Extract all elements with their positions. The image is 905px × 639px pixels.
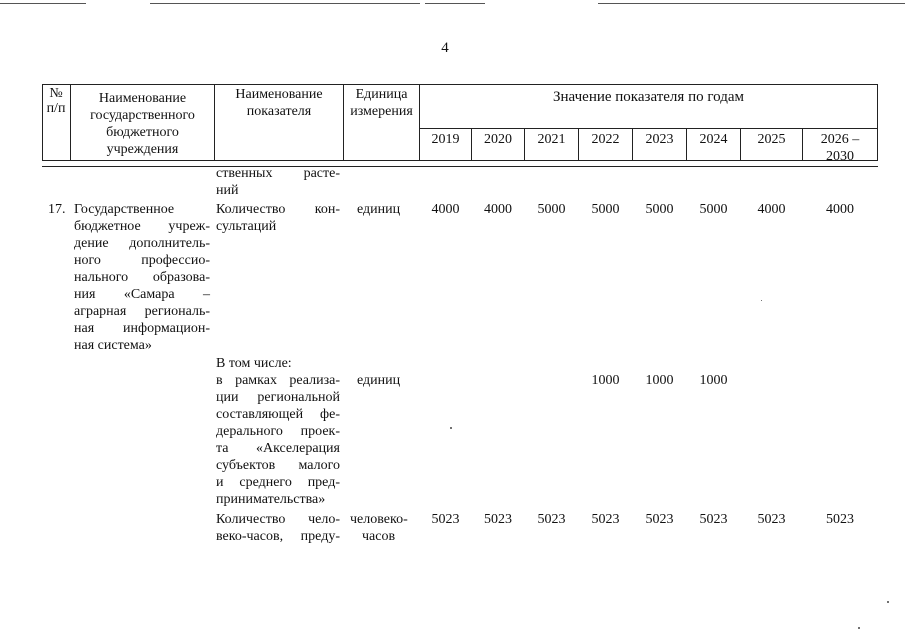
value-cell: 5023 [757,512,786,527]
header-unit-line: Единица [355,87,408,102]
institution-line: Государственное [74,202,175,217]
scan-speck [858,627,860,629]
value-cell: 4000 [431,202,460,217]
institution-line: ная система» [74,338,152,353]
header-values-title: Значение показателя по годам [553,89,744,105]
indicator-line: В том числе: [216,356,292,371]
value-cell: 4000 [484,202,512,217]
header-year: 2025 [757,132,786,147]
header-institution-line: государственного [90,108,195,123]
indicator-line: принимательства» [216,492,326,507]
value-cell: 5023 [699,512,728,527]
indicator-line: субъектов малого [216,458,340,473]
institution-line: аграрная региональ- [74,304,210,319]
value-cell: 5023 [591,512,620,527]
header-double-rule [42,166,878,167]
header-year: 2023 [645,132,674,147]
header-year: 2026 – 2030 [820,132,860,164]
unit-cell: единиц [357,373,401,388]
indicator-line: составляющей фе- [216,407,340,422]
header-institution-line: учреждения [106,142,179,157]
header-bottom-border [42,160,878,161]
indicator-line: и среднего пред- [216,475,340,490]
institution-line: ния «Самара – [74,287,210,302]
header-year: 2022 [591,132,620,147]
header-year: 2021 [537,132,566,147]
header-indicator-line: Наименование [235,87,323,102]
indicator-line: ции региональной [216,390,340,405]
institution-line: нального образова- [74,270,210,285]
scan-speck [887,601,889,603]
col-border [877,84,878,160]
value-cell: 4000 [826,202,854,217]
unit-cell: часов [362,529,396,544]
header-year: 2024 [699,132,728,147]
value-cell: 1000 [699,373,728,388]
indicator-line: сультаций [216,219,277,234]
unit-cell: единиц [357,202,401,217]
value-cell: 4000 [757,202,786,217]
institution-line: дение дополнитель- [74,236,210,251]
header-col-number: № п/п [46,86,66,116]
indicator-line: та «Акселерация [216,441,340,456]
row-number: 17. [48,202,66,217]
value-cell: 5023 [484,512,512,527]
value-cell: 5000 [645,202,674,217]
value-cell: 1000 [591,373,620,388]
header-institution-line: Наименование [98,91,187,106]
scan-speck [450,427,452,429]
table-top-border [42,84,878,85]
header-unit-line: измерения [350,104,413,119]
value-cell: 5000 [537,202,566,217]
scan-speck [761,300,762,301]
institution-line: ного профессио- [74,253,210,268]
header-indicator-line: показателя [246,104,312,119]
institution-line: бюджетное учреж- [74,219,210,234]
value-cell: 5000 [591,202,620,217]
value-cell: 5023 [826,512,854,527]
institution-line: ная информацион- [74,321,210,336]
value-cell: 5023 [431,512,460,527]
indicator-line: дерального проек- [216,424,340,439]
indicator-continuation-line: ственных расте- [216,166,340,181]
header-institution-line: бюджетного [106,125,179,140]
value-cell: 5023 [645,512,674,527]
header-year: 2020 [484,132,512,147]
years-divider-line [419,128,878,129]
indicator-continuation-line: ний [216,183,239,198]
indicator-line: в рамках реализа- [216,373,340,388]
unit-cell: человеко- [350,512,408,527]
header-year: 2019 [431,132,460,147]
indicator-line: веко-часов, преду- [216,529,340,544]
value-cell: 5000 [699,202,728,217]
indicator-line: Количество кон- [216,202,340,217]
indicator-line: Количество чело- [216,512,340,527]
page-number: 4 [441,40,449,56]
value-cell: 5023 [537,512,566,527]
value-cell: 1000 [645,373,674,388]
